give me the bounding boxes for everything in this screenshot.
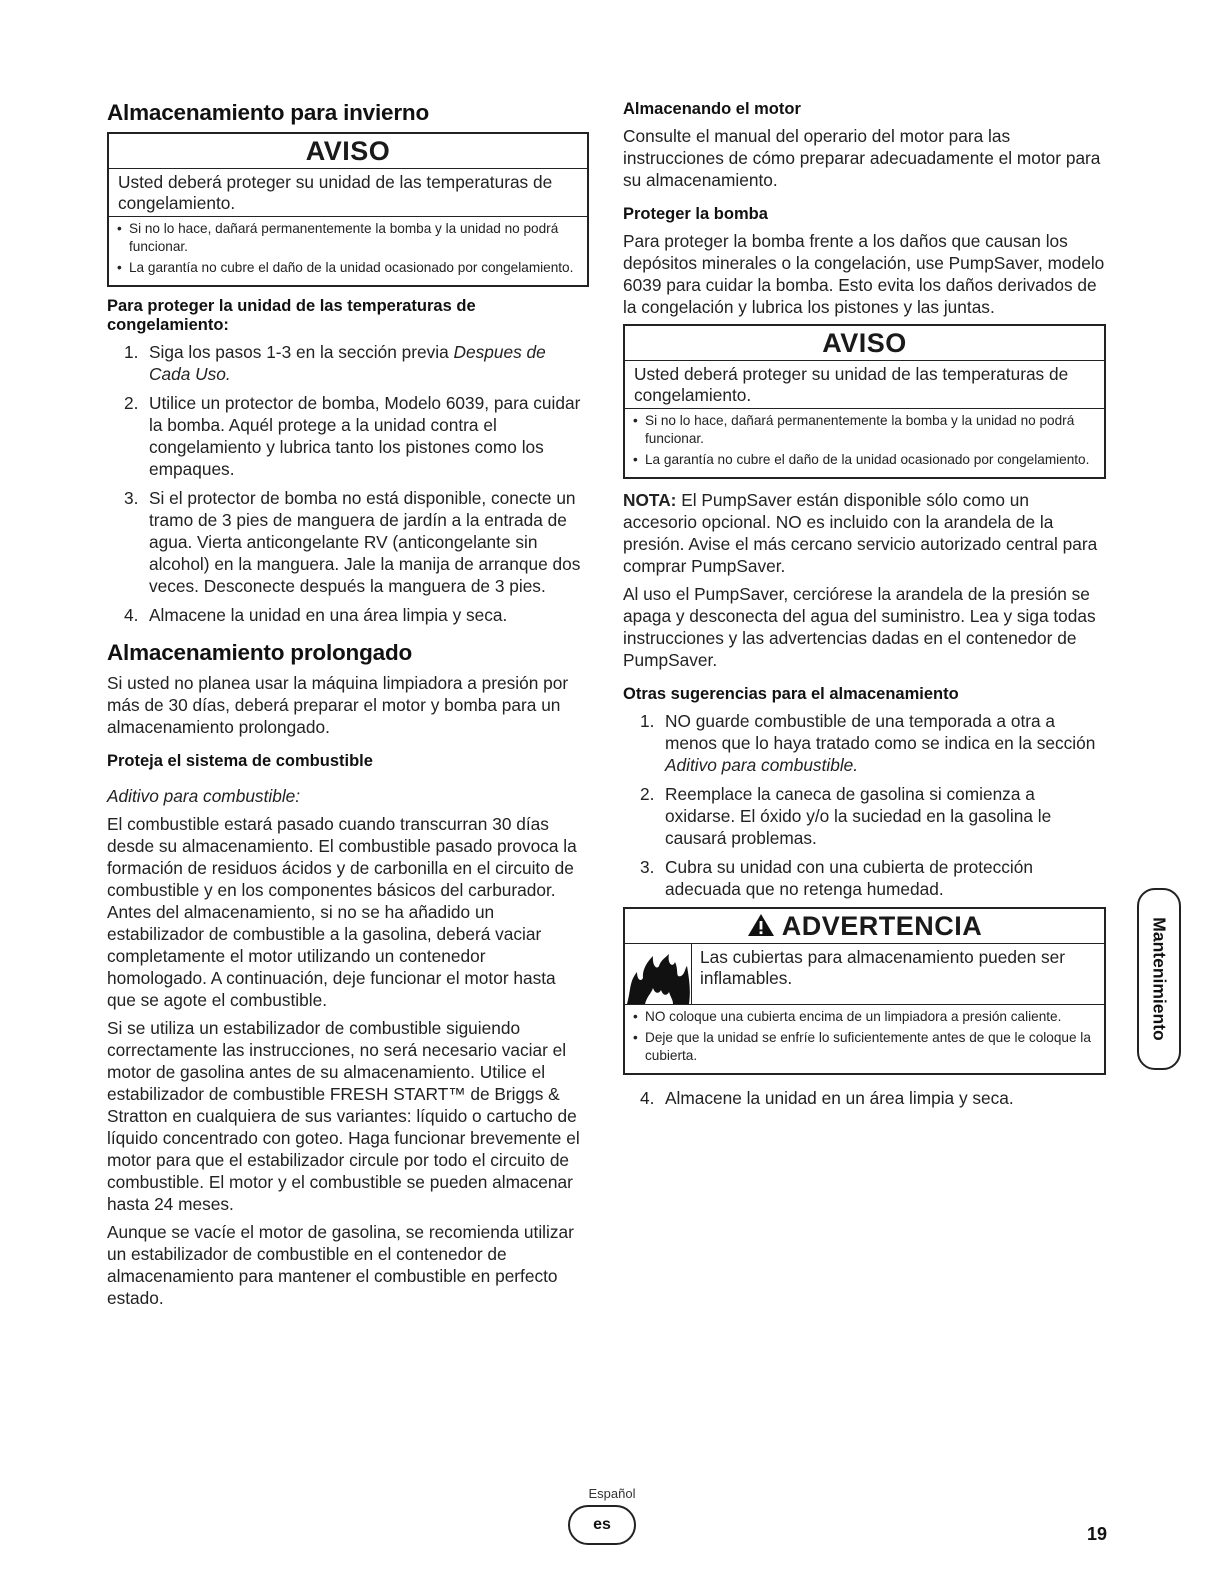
list-item: 2. Reemplace la caneca de gasolina si comienza a oxidarse. El óxido y/o la suciedad en la gasolina le causará problemas. [640, 784, 1052, 848]
aviso-notice-1 [107, 132, 589, 287]
advertencia-bullet: • Deje que la unidad se enfríe lo suficientemente antes de que le coloque la cubierta. [633, 1029, 1098, 1065]
section-side-tab [1137, 888, 1181, 1070]
advertencia-bullet: • NO coloque una cubierta encima de un limpiadora a presión caliente. [633, 1008, 1098, 1026]
list-item: 1. Siga los pasos 1-3 en la sección previa Despues de Cada Uso. [124, 342, 546, 384]
aviso-bullet: • Si no lo hace, dañará permanentemente la bomba y la unidad no podrá funcionar. [633, 412, 1098, 448]
aviso-bullet: • La garantía no cubre el daño de la unidad ocasionado por congelamiento. [117, 259, 581, 277]
nota-paragraph: NOTA: El PumpSaver están disponible sólo como un accesorio opcional. NO es incluido con la arandela de la presión. Avise el más cercano servicio autorizado central para comprar PumpSaver. [623, 490, 1098, 576]
list-item: 4. Almacene la unidad en una área limpia y seca. [124, 605, 508, 625]
aviso-main-text: Usted deberá proteger su unidad de las temperaturas de congelamiento. [109, 169, 587, 217]
aviso-notice-2 [623, 324, 1106, 479]
other-steps-list [623, 710, 1106, 900]
fuel-system-heading: Proteja el sistema de combustible [107, 752, 373, 770]
aviso-bullets [109, 217, 587, 285]
list-item: 4. Almacene la unidad en un área limpia y seca. [640, 1088, 1014, 1108]
aviso-main-text: Usted deberá proteger su unidad de las temperaturas de congelamiento. [625, 361, 1104, 409]
aviso-title: AVISO [109, 134, 587, 169]
other-suggestions-heading: Otras sugerencias para el almacenamiento [623, 685, 959, 703]
additive-label: Aditivo para combustible: [107, 786, 301, 806]
left-column [107, 100, 589, 1315]
list-item: 1. NO guarde combustible de una temporada a otra a menos que lo haya tratado como se indica en la sección Aditivo para combustible. [640, 711, 1096, 775]
protect-unit-heading: Para proteger la unidad de las temperaturas de congelamiento: [107, 297, 476, 334]
aviso-title: AVISO [625, 326, 1104, 361]
aviso-bullet: • La garantía no cubre el daño de la unidad ocasionado por congelamiento. [633, 451, 1098, 469]
side-tab-label: Mantenimiento [1149, 917, 1170, 1041]
fuel-paragraph: El combustible estará pasado cuando transcurran 30 días desde su almacenamiento. El combustible pasado provoca la formación de residuos ácidos y de carbonilla en el circuito de combustible y en los componentes básicos del carburador. Antes del almacenamiento, si no se ha añadido un estabilizador de combustible a la gasolina, deberá vaciar completamente el motor utilizando un contenedor homologado. A continuación, deje funcionar el motor hasta que se agote el combustible. [107, 814, 577, 1010]
advertencia-title: ADVERTENCIA [625, 909, 1104, 944]
winter-storage-heading: Almacenamiento para invierno [107, 100, 430, 125]
advertencia-bullets [625, 1005, 1104, 1073]
winter-steps-list [107, 341, 589, 626]
aviso-bullets [625, 409, 1104, 477]
prolonged-text: Si usted no planea usar la máquina limpiadora a presión por más de 30 días, deberá preparar el motor y bomba para un almacenamiento prolongado. [107, 673, 569, 737]
advertencia-notice [623, 907, 1106, 1075]
list-item: 2. Utilice un protector de bomba, Modelo 6039, para cuidar la bomba. Aquél protege a la unidad contra el congelamiento y lubrica tanto los pistones como los empaques. [124, 393, 581, 479]
pumpsaver-paragraph: Al uso el PumpSaver, cerciórese la arandela de la presión se apaga y desconecta del agua del suministro. Lea y siga todas instrucciones y las advertencias dadas en el contenedor de PumpSaver. [623, 584, 1096, 670]
list-item: 3. Cubra su unidad con una cubierta de protección adecuada que no retenga humedad. [640, 857, 1033, 899]
prolonged-storage-heading: Almacenamiento prolongado [107, 640, 413, 665]
final-step-list [623, 1087, 1106, 1109]
language-badge: es [568, 1505, 636, 1545]
motor-text: Consulte el manual del operario del motor para las instrucciones de cómo preparar adecuadamente el motor para su almacenamiento. [623, 126, 1101, 190]
list-item: 3. Si el protector de bomba no está disponible, conecte un tramo de 3 pies de manguera de jardín a la entrada de agua. Vierta anticongelante RV (anticongelante sin alcohol) en la manguera. Jale la manija de arranque dos veces. Desconecte después la manguera de 3 pies. [124, 488, 581, 596]
page-number: 19 [1087, 1524, 1108, 1544]
motor-storage-heading: Almacenando el motor [623, 100, 801, 118]
fire-hazard-icon [625, 944, 692, 1004]
aviso-bullet: • Si no lo hace, dañará permanentemente la bomba y la unidad no podrá funcionar. [117, 220, 581, 256]
right-column [623, 100, 1106, 1116]
footer-language-label: Español [588, 1486, 636, 1501]
pump-text: Para proteger la bomba frente a los daños que causan los depósitos minerales o la congelación, use PumpSaver, modelo 6039 para cuidar la bomba. Esto evita los daños derivados de la congelación y lubrica los pistones y las juntas. [623, 231, 1105, 317]
fuel-paragraph: Aunque se vacíe el motor de gasolina, se recomienda utilizar un estabilizador de combustible en el contenedor de almacenamiento para mantener el combustible en perfecto estado. [107, 1222, 574, 1308]
warning-triangle-icon [747, 913, 775, 937]
advertencia-main-text: Las cubiertas para almacenamiento pueden ser inflamables. [700, 947, 1066, 988]
advertencia-body [625, 944, 1104, 1005]
pump-protect-heading: Proteger la bomba [623, 205, 768, 223]
nota-label: NOTA: [623, 490, 677, 510]
fuel-paragraph: Si se utiliza un estabilizador de combustible siguiendo correctamente las instrucciones, no será necesario vaciar el motor de gasolina antes de su almacenamiento. Utilice el estabilizador de combustible FRESH START™ de Briggs & Stratton en cualquiera de sus variantes: líquido o cartucho de líquido concentrado con goteo. Haga funcionar brevemente el motor para que el estabilizador circule por todo el circuito de combustible. El motor y el combustible se pueden almacenar hasta 24 meses. [107, 1018, 580, 1214]
